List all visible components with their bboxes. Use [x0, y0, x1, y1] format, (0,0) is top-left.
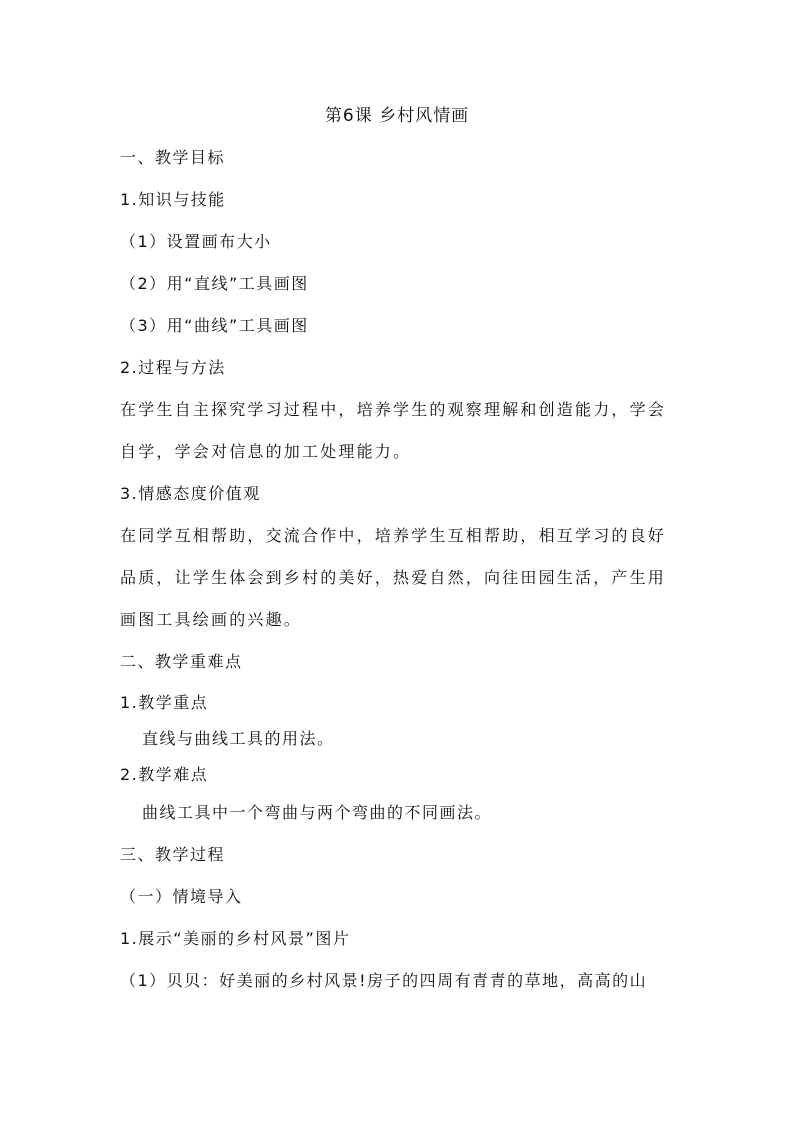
- paragraph-line: 画图工具绘画的兴趣。: [120, 610, 303, 629]
- paragraph-line: 曲线工具中一个弯曲与两个弯曲的不同画法。: [142, 803, 493, 822]
- list-item: （1）设置画布大小: [120, 232, 272, 251]
- section-heading: 一、教学目标: [120, 148, 226, 167]
- paragraph-line: 直线与曲线工具的用法。: [142, 729, 335, 748]
- subsection-heading: 2.过程与方法: [120, 358, 226, 377]
- list-item: （3）用“曲线”工具画图: [120, 316, 309, 335]
- subsection-heading: 1.展示“美丽的乡村风景”图片: [120, 929, 351, 948]
- subsection-heading: （一）情境导入: [120, 887, 243, 906]
- section-heading: 三、教学过程: [120, 845, 226, 864]
- paragraph-line: （1）贝贝：好美丽的乡村风景!房子的四周有青青的草地，高高的山: [120, 971, 648, 990]
- subsection-heading: 1.教学重点: [120, 693, 209, 712]
- subsection-heading: 3.情感态度价值观: [120, 484, 261, 503]
- subsection-heading: 2.教学难点: [120, 765, 209, 784]
- section-heading: 二、教学重难点: [120, 652, 243, 671]
- paragraph-line: 在同学互相帮助，交流合作中，培养学生互相帮助，相互学习的良好: [120, 526, 667, 545]
- page-title: 第6课 乡村风情画: [324, 106, 470, 126]
- paragraph-line: 自学，学会对信息的加工处理能力。: [120, 442, 412, 461]
- paragraph-line: 品质，让学生体会到乡村的美好，热爱自然，向往田园生活，产生用: [120, 568, 667, 587]
- paragraph-line: 在学生自主探究学习过程中，培养学生的观察理解和创造能力，学会: [120, 400, 667, 419]
- subsection-heading: 1.知识与技能: [120, 190, 226, 209]
- list-item: （2）用“直线”工具画图: [120, 274, 309, 293]
